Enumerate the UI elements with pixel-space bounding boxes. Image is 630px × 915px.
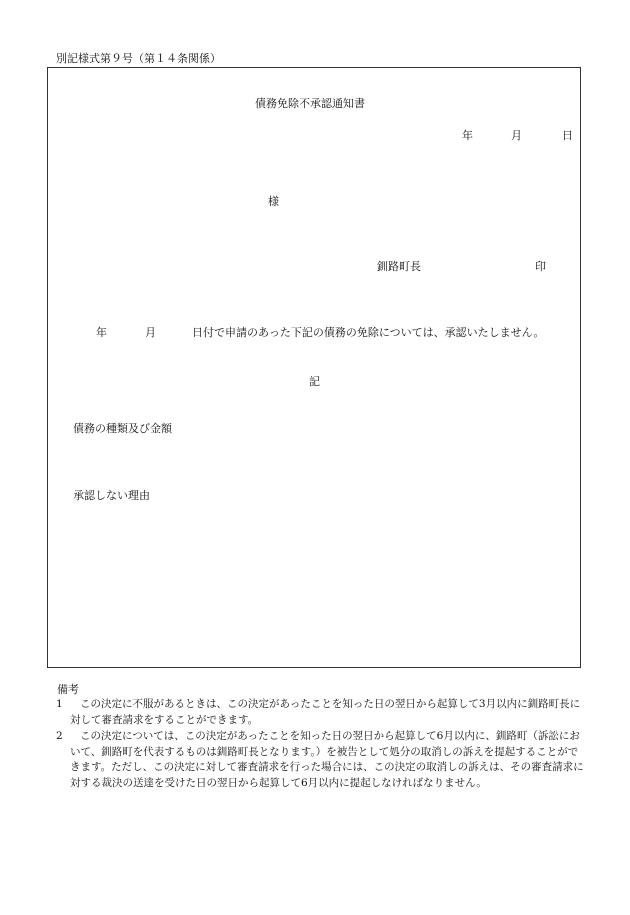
date-day-label: 日 — [562, 129, 573, 142]
note-number: 2 — [56, 730, 63, 742]
date-year-label: 年 — [462, 129, 473, 142]
note-text: この決定に不服があるときは、この決定があったことを知った日の翌日から起算して3月以内に釧路町長に対して審査請求をすることができます。 — [70, 698, 581, 726]
document-title: 債務免除不承認通知書 — [255, 97, 365, 110]
body-month-label: 月 — [145, 326, 156, 339]
note-item — [56, 697, 586, 728]
form-frame — [47, 67, 581, 668]
date-month-label: 月 — [511, 129, 522, 142]
ki-heading: 記 — [309, 375, 320, 388]
addressee-suffix: 様 — [268, 195, 279, 208]
notes-heading: 備考 — [57, 683, 79, 696]
seal-mark: 印 — [535, 260, 546, 273]
note-item — [56, 729, 586, 791]
body-year-label: 年 — [96, 326, 107, 339]
debt-type-amount-label: 債務の種類及び金額 — [73, 422, 172, 435]
reason-label: 承認しない理由 — [73, 489, 150, 502]
note-number: 1 — [56, 698, 63, 710]
issuer-name: 釧路町長 — [377, 260, 421, 273]
note-text: この決定については、この決定があったことを知った日の翌日から起算して6月以内に、釧路町（訴訟において、釧路町を代表するものは釧路町長となります。）を被告として処分の取消しの訴えを提起することができます。ただし、この決定に対して審査請求を行った場合には、この決定の取消しの訴えは、その審査請求に対する裁決の送達を受けた日の翌日から起算して6月以内に提起しなければなりません。 — [70, 730, 584, 789]
body-text: 日付で申請のあった下記の債務の免除については、承認いたしません。 — [192, 326, 545, 339]
form-number-label: 別記様式第９号（第１４条関係） — [56, 52, 221, 65]
